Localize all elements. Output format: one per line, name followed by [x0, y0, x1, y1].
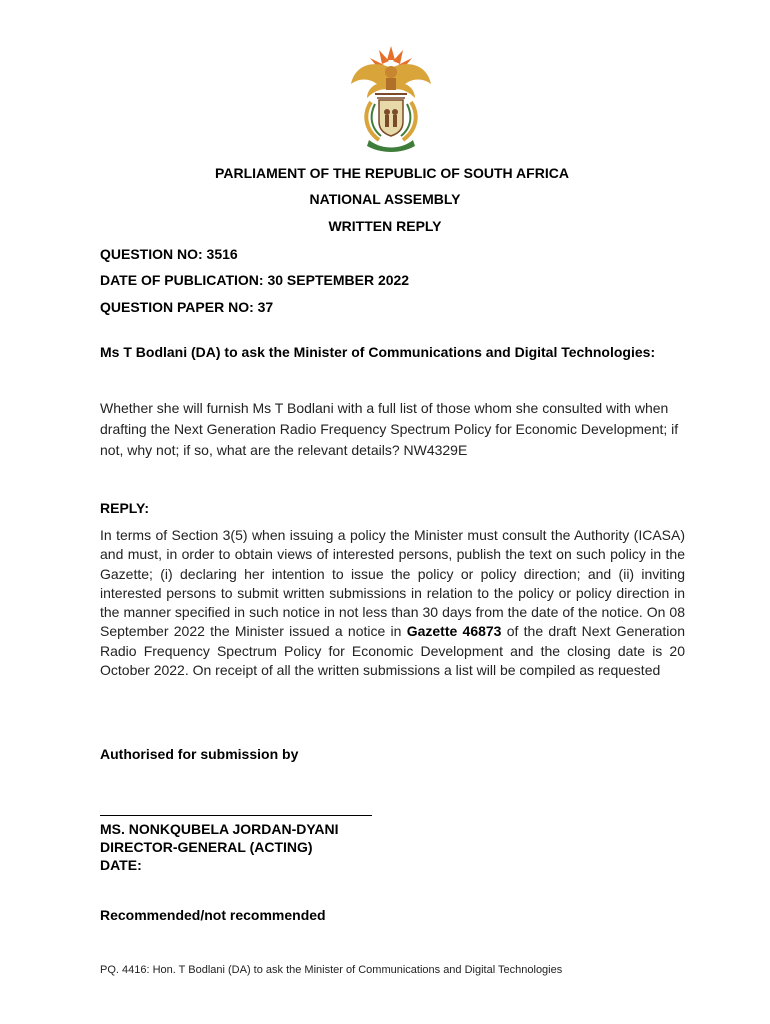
- signatory-name: MS. NONKQUBELA JORDAN-DYANI: [100, 821, 339, 837]
- gazette-reference: Gazette 46873: [406, 623, 502, 640]
- page-footer: PQ. 4416: Hon. T Bodlani (DA) to ask the Minister of Communications and Digital Technologies: [100, 964, 563, 976]
- date-label: DATE:: [100, 857, 142, 873]
- header-parliament: PARLIAMENT OF THE REPUBLIC OF SOUTH AFRICA: [215, 165, 569, 181]
- question-body: Whether she will furnish Ms T Bodlani with a full list of those whom she consulted with when drafting the Next Generation Radio Frequency Spectrum Policy for Economic Development; if not, why not; if so, what are the relevant details? NW4329E: [100, 400, 679, 458]
- question-paper-number: QUESTION PAPER NO: 37: [100, 299, 274, 315]
- reply-label: REPLY:: [100, 500, 150, 516]
- authorised-label: Authorised for submission by: [100, 746, 299, 762]
- reply-text-part1: In terms of Section 3(5) when issuing a policy the Minister must consult the Authority (ICASA) and must, in order to obtain views of interested persons, publish the text on such policy in the Gazette; (i) declaring her intention to issue the policy or policy direction; and (ii) inviting interested persons to submit written submissions in relation to the policy or policy direction in the manner specified in such notice in not less than 30 days from the date of the notice. On 08 September 2022 the Minister issued a notice in: [100, 527, 685, 640]
- header-national-assembly: NATIONAL ASSEMBLY: [309, 191, 461, 207]
- reply-text-part2: of the draft Next Generation Radio Frequency Spectrum Policy for Economic Development and the closing date is 20 October 2022. On receipt of all the written submissions a list will be compiled as requested: [100, 623, 685, 679]
- signatory-title: DIRECTOR-GENERAL (ACTING): [100, 839, 313, 855]
- date-of-publication: DATE OF PUBLICATION: 30 SEPTEMBER 2022: [100, 272, 410, 288]
- coat-of-arms-icon: [345, 42, 437, 152]
- question-heading: Ms T Bodlani (DA) to ask the Minister of Communications and Digital Technologies:: [100, 344, 656, 360]
- reply-body: [100, 526, 685, 680]
- signature-line: [100, 815, 372, 816]
- question-number: QUESTION NO: 3516: [100, 246, 238, 262]
- recommendation-label: Recommended/not recommended: [100, 907, 326, 923]
- header-written-reply: WRITTEN REPLY: [328, 218, 442, 234]
- signature-block: [100, 820, 339, 874]
